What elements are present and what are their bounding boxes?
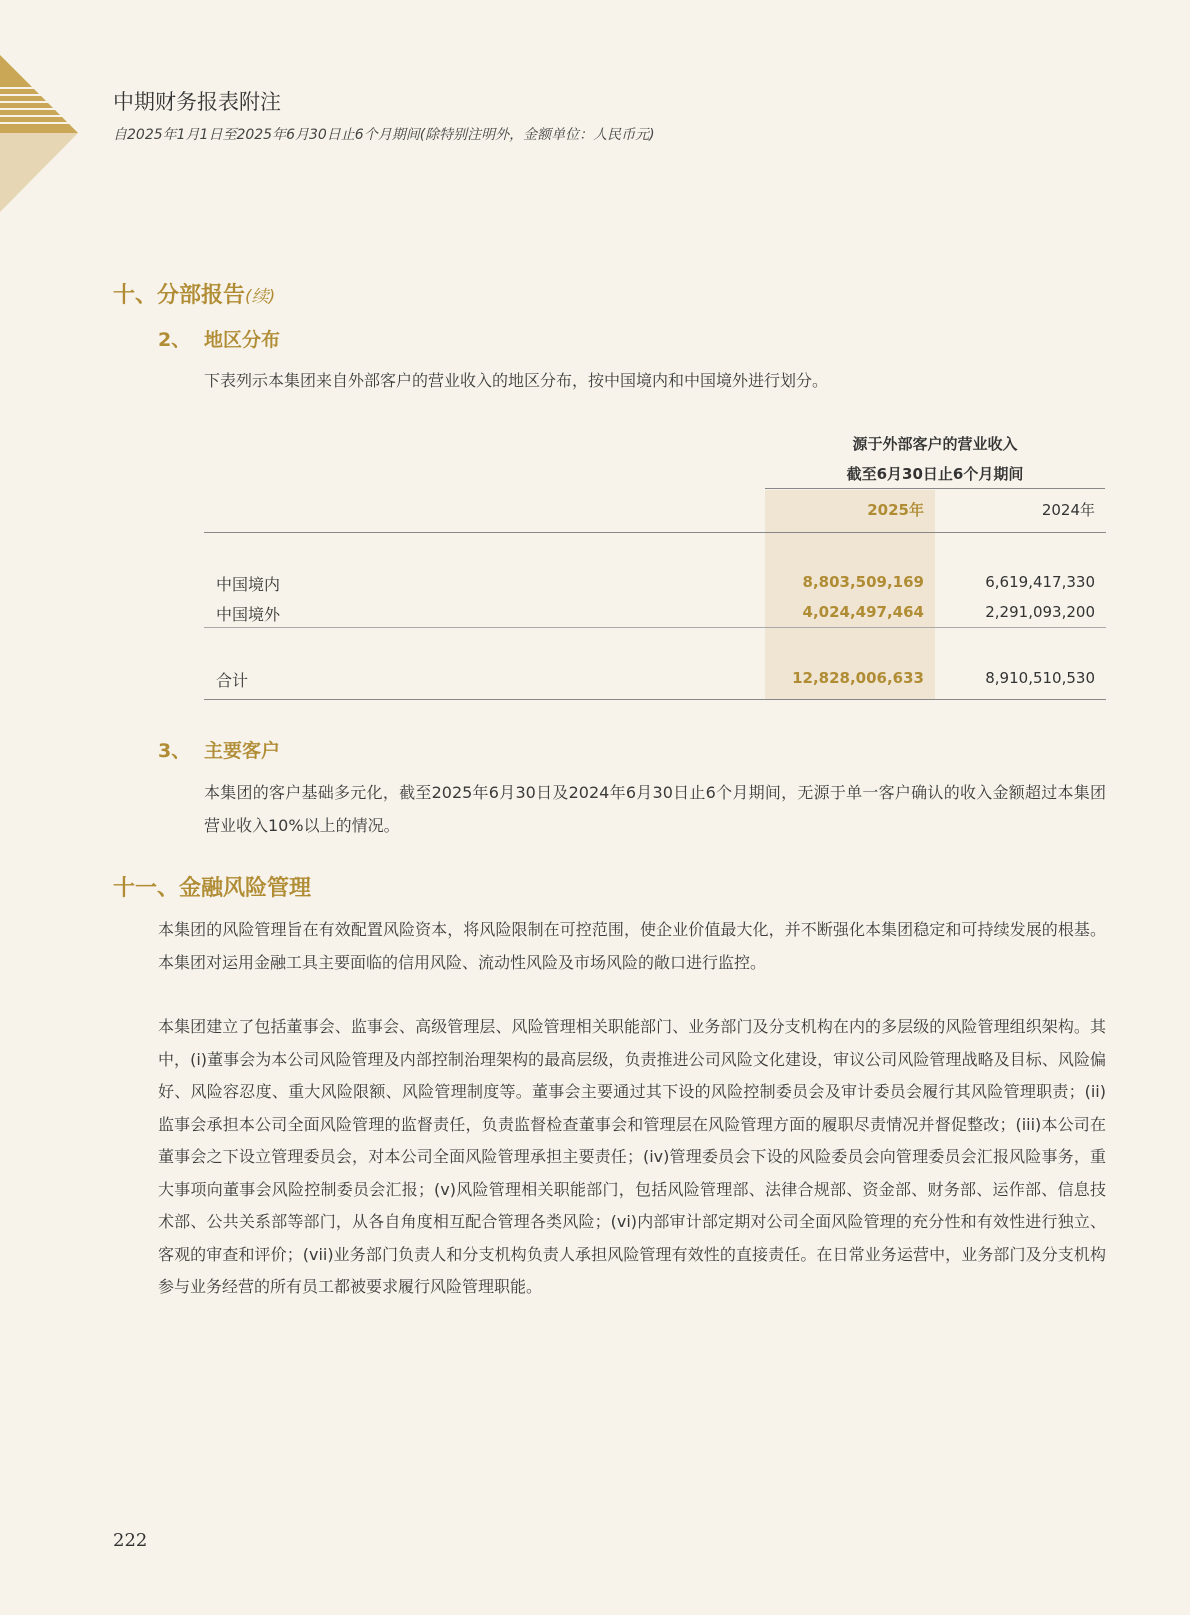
page-header-subtitle: 自2025年1月1日至2025年6月30日止6个月期间(除特别注明外，金额单位：人民币元) — [113, 127, 655, 143]
row-overseas-2024: 2,291,093,200 — [985, 603, 1095, 621]
section-11-heading: 十一、金融风险管理 — [113, 876, 312, 901]
row-domestic-2024: 6,619,417,330 — [985, 573, 1095, 591]
row-label-total: 合计 — [216, 671, 249, 690]
subsection-3-number: 3、 — [158, 740, 191, 762]
geo-intro-paragraph: 下表列示本集团来自外部客户的营业收入的地区分布，按中国境内和中国境外进行划分。 — [204, 371, 829, 390]
row-overseas-2025: 4,024,497,464 — [802, 603, 924, 621]
subtotal-rule — [204, 627, 1106, 628]
corner-decoration — [0, 0, 80, 215]
subsection-3-title: 主要客户 — [204, 740, 281, 762]
row-label-overseas: 中国境外 — [216, 605, 281, 624]
subsection-2-number: 2、 — [158, 329, 191, 351]
continued-label: (续) — [245, 287, 276, 307]
risk-paragraph-1: 本集团的风险管理旨在有效配置风险资本，将风险限制在可控范围，使企业价值最大化，并不断强化本集团稳定和可持续发展的根基。本集团对运用金融工具主要面临的信用风险、流动性风险及市场风险的敞口进行监控。 — [158, 920, 1106, 972]
row-label-domestic: 中国境内 — [216, 575, 281, 594]
col-header-2025: 2025年 — [867, 501, 924, 519]
header-underline — [765, 488, 1105, 489]
row-total-2025: 12,828,006,633 — [792, 669, 924, 687]
table-header-line1: 源于外部客户的营业收入 — [852, 435, 1018, 453]
risk-paragraph-2: 本集团建立了包括董事会、监事会、高级管理层、风险管理相关职能部门、业务部门及分支机构在内的多层级的风险管理组织架构。其中，(i)董事会为本公司风险管理及内部控制治理架构的最高层级，负责推进公司风险文化建设，审议公司风险管理战略及目标、风险偏好、风险容忍度、重大风险限额、风险管理制度等。董事会主要通过其下设的风险控制委员会及审计委员会履行其风险管理职责；(ii)监事会承担本公司全面风险管理的监督责任，负责监督检查董事会和管理层在风险管理方面的履职尽责情况并督促整改；(iii)本公司在董事会之下设立管理委员会，对本公司全面风险管理承担主要责任；(iv)管理委员会下设的风险委员会向管理委员会汇报风险事务，重大事项向董事会风险控制委员会汇报；(v)风险管理相关职能部门，包括风险管理部、法律合规部、资金部、财务部、运作部、信息技术部、公共关系部等部门，从各自角度相互配合管理各类风险；(vi)内部审计部定期对公司全面风险管理的充分性和有效性进行独立、客观的审查和评价；(vii)业务部门负责人和分支机构负责人承担风险管理有效性的直接责任。在日常业务运营中，业务部门及分支机构参与业务经营的所有员工都被要求履行风险管理职能。 — [158, 1017, 1106, 1296]
subsection-2-heading — [158, 325, 280, 352]
page-header-title: 中期财务报表附注 — [113, 90, 281, 114]
section-10-heading — [113, 278, 275, 309]
section-10-title: 十、分部报告 — [113, 283, 246, 308]
row-total-2024: 8,910,510,530 — [985, 669, 1095, 687]
col-header-2024: 2024年 — [1041, 501, 1095, 519]
major-customers-paragraph: 本集团的客户基础多元化，截至2025年6月30日及2024年6月30日止6个月期间，无源于单一客户确认的收入金额超过本集团营业收入10%以上的情况。 — [204, 783, 1106, 835]
table-top-rule — [204, 532, 1106, 533]
row-domestic-2025: 8,803,509,169 — [802, 573, 924, 591]
subsection-3-heading — [158, 736, 280, 763]
subsection-2-title: 地区分布 — [204, 329, 281, 351]
page-number: 222 — [113, 1530, 148, 1551]
table-bottom-rule — [204, 699, 1106, 700]
table-header-line2: 截至6月30日止6个月期间 — [846, 465, 1024, 483]
